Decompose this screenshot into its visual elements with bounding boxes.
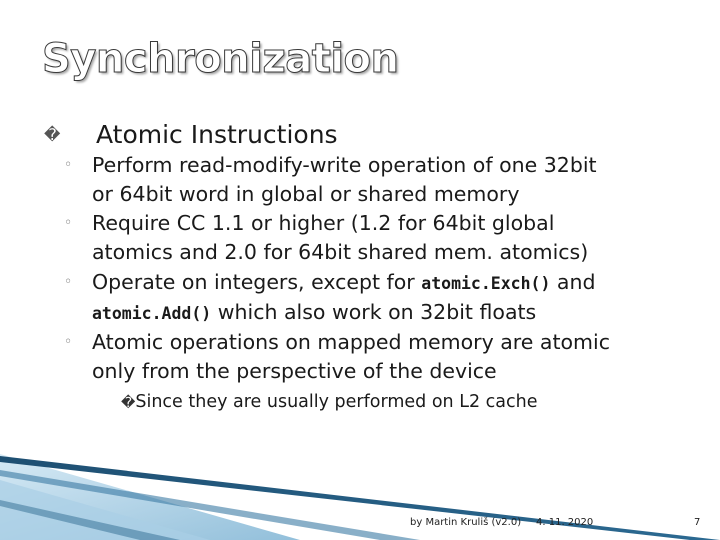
sub-bullet-3 (64, 268, 664, 328)
sub-bullet-line: or 64bit word in global or shared memory (92, 182, 520, 206)
sub-bullet-2 (64, 209, 664, 267)
sub-bullet-marker-icon: ◦ (64, 215, 73, 231)
sub-sub-bullet-text: Since they are usually performed on L2 cache (135, 392, 538, 412)
footer-author: by Martin Kruliš (v2.0) (410, 517, 522, 528)
sub-bullet-marker-icon: ◦ (64, 274, 73, 290)
sub-bullet-line: Atomic operations on mapped memory are atomic (92, 330, 610, 354)
sub-bullet-1 (64, 151, 664, 209)
sub-bullet-line (92, 268, 664, 298)
decorative-corner-graphic (0, 440, 720, 540)
sub-bullet-4 (64, 328, 664, 386)
sub-bullet-line: only from the perspective of the device (92, 359, 497, 383)
sub-sub-bullet (121, 391, 537, 414)
footer-date: 4. 11. 2020 (536, 517, 594, 528)
slide-title: Synchronization (42, 36, 399, 82)
bullet-marker-icon: � (44, 125, 61, 144)
main-bullet (44, 120, 338, 150)
sub-bullet-line (92, 298, 664, 328)
sub-sub-bullet-marker-icon: � (121, 395, 136, 411)
main-bullet-text: Atomic Instructions (96, 120, 338, 149)
sub-bullet-marker-icon: ◦ (64, 334, 73, 350)
sub-bullet-text: Operate on integers, except for (92, 270, 422, 294)
code-atomic-exch: atomic.Exch() (421, 274, 551, 293)
sub-bullet-text: which also work on 32bit floats (211, 300, 537, 324)
sub-bullet-marker-icon: ◦ (64, 157, 73, 173)
page-number: 7 (694, 517, 701, 528)
code-atomic-add: atomic.Add() (92, 304, 212, 323)
sub-bullet-line: Require CC 1.1 or higher (1.2 for 64bit global (92, 211, 555, 235)
sub-bullet-text: and (550, 270, 596, 294)
sub-bullet-line: Perform read-modify-write operation of one 32bit (92, 153, 597, 177)
sub-bullet-line: atomics and 2.0 for 64bit shared mem. atomics) (92, 240, 589, 264)
